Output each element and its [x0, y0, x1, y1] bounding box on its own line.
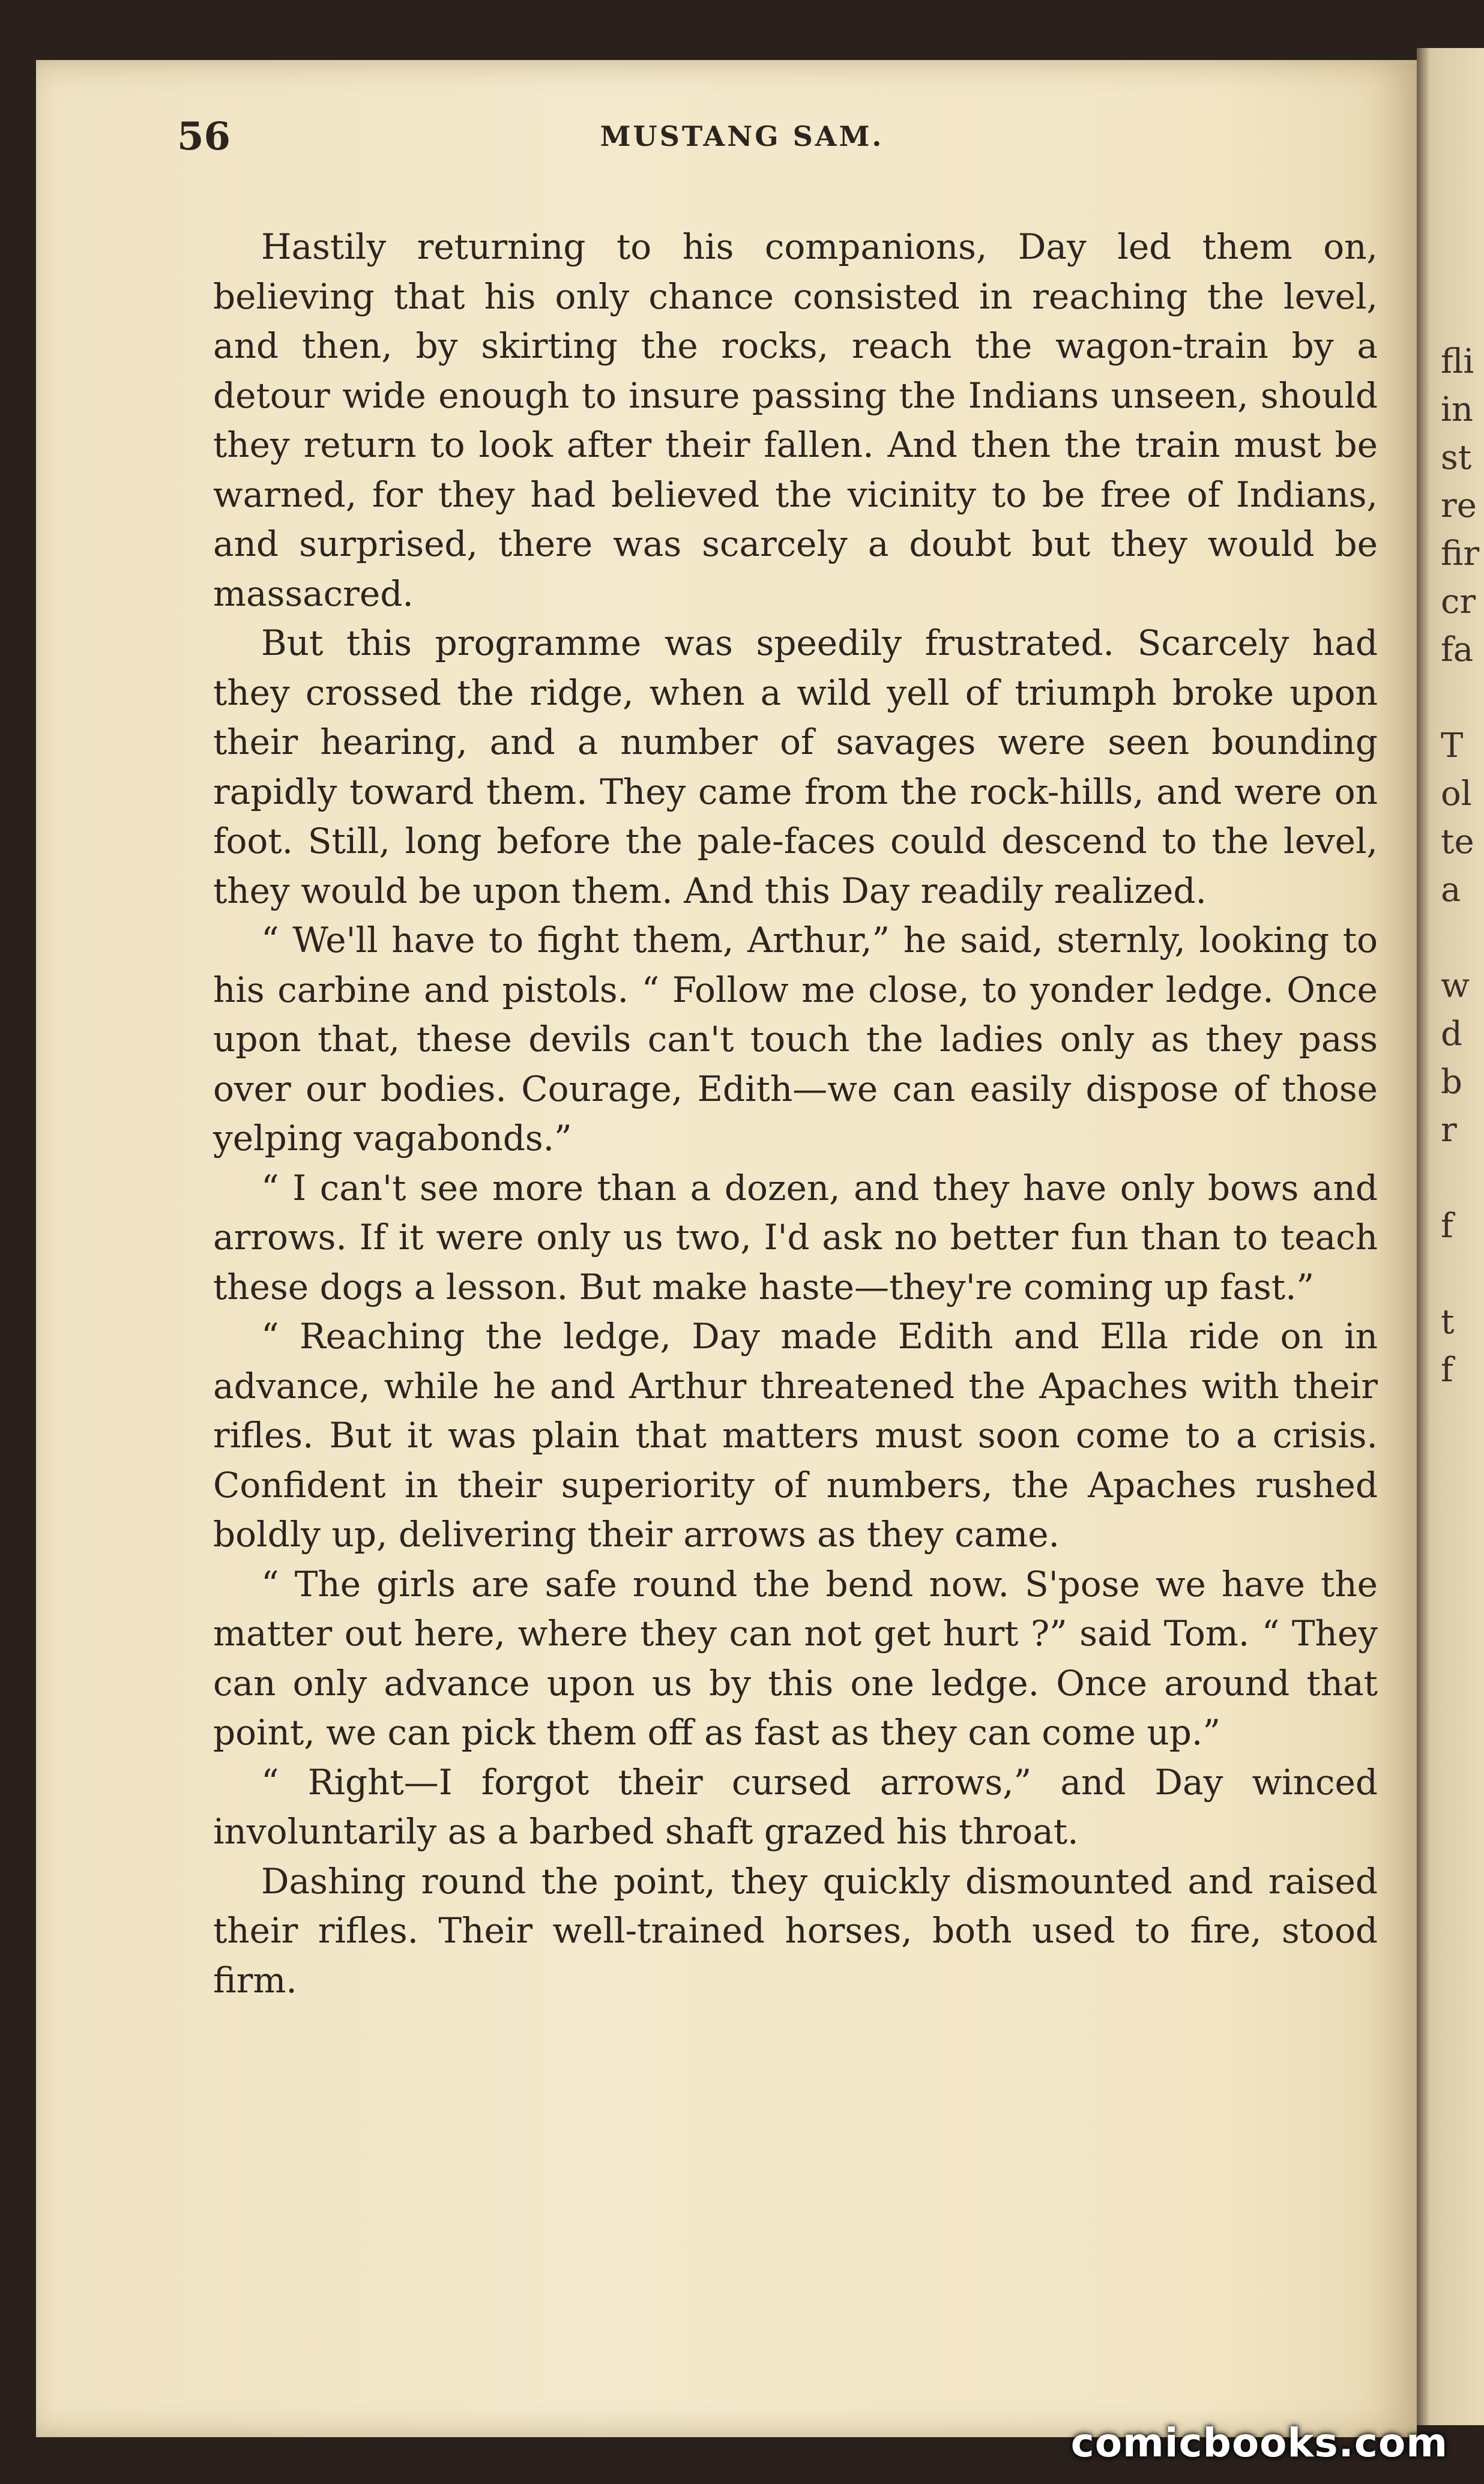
paragraph: “ The girls are safe round the bend now. S'pose we have the matter out here, where they can not get hurt ?” said Tom. “ They can only advance upon us by this one ledge. Once around that point, we can pick them off as fast as they can come up.” [213, 1563, 1378, 1753]
facing-page-fragment: d [1441, 1014, 1462, 1054]
body-text [213, 222, 1378, 2005]
facing-page-fragment: in [1441, 390, 1473, 429]
paragraph: Hastily returning to his companions, Day led them on, believing that his only chance consisted in reaching the level, and then, by skirting the rocks, reach the wagon-train by a detour wide enough to insure passing the Indians unseen, should they return to look after their fallen. And then the train must be warned, for they had believed the vicinity to be free of Indians, and surprised, there was scarcely a doubt but they would be massacred. [213, 226, 1378, 614]
facing-page-fragment: te [1441, 822, 1474, 861]
facing-page-fragment: r [1441, 1111, 1457, 1150]
page-number: 56 [177, 114, 231, 159]
facing-page-fragment: f [1441, 1351, 1453, 1390]
facing-page-fragment: w [1441, 966, 1470, 1005]
paragraph: “ I can't see more than a dozen, and they have only bows and arrows. If it were only us two, I'd ask no better fun than to teach these dogs a lesson. But make haste—they're coming up fast.” [213, 1167, 1378, 1307]
facing-page-fragment: b [1441, 1063, 1462, 1102]
facing-page-fragment: st [1441, 438, 1472, 477]
facing-page-fragment: fir [1441, 534, 1480, 573]
facing-page-fragment: f [1441, 1207, 1453, 1246]
page-header [0, 114, 1484, 168]
facing-page-fragment: T [1441, 726, 1464, 765]
paragraph: “ Right—I forgot their cursed arrows,” and Day winced involuntarily as a barbed shaft grazed his throat. [213, 1761, 1378, 1852]
facing-page-fragment: cr [1441, 582, 1476, 621]
facing-page-fragment: a [1441, 870, 1461, 909]
facing-page-fragment: ol [1441, 774, 1472, 813]
facing-page-fragment: fa [1441, 630, 1474, 669]
paragraph: “ We'll have to fight them, Arthur,” he said, sternly, looking to his carbine and pistols. “ Follow me close, to yonder ledge. Once upon that, these devils can't touch the ladies only as they pass over our bodies. Courage, Edith—we can easily dispose of those yelping vagabonds.” [213, 920, 1378, 1159]
facing-page-fragment: re [1441, 486, 1477, 525]
watermark: comicbooks.com [1070, 2420, 1448, 2466]
facing-page-fragment: t [1441, 1303, 1455, 1342]
facing-page-edge [1417, 48, 1484, 2425]
paragraph: Dashing round the point, they quickly dismounted and raised their rifles. Their well-trained horses, both used to fire, stood firm. [213, 1860, 1378, 2001]
running-title: MUSTANG SAM. [600, 120, 884, 152]
paragraph: But this programme was speedily frustrated. Scarcely had they crossed the ridge, when a wild yell of triumph broke upon their hearing, and a number of savages were seen bounding rapidly toward them. They came from the rock-hills, and were on foot. Still, long before the pale-faces could descend to the level, they would be upon them. And this Day readily realized. [213, 623, 1378, 911]
facing-page-fragment: fli [1441, 342, 1474, 381]
paragraph: “ Reaching the ledge, Day made Edith and Ella ride on in advance, while he and Arthur threatened the Apaches with their rifles. But it was plain that matters must soon come to a crisis. Confident in their superiority of numbers, the Apaches rushed boldly up, delivering their arrows as they came. [213, 1316, 1378, 1555]
